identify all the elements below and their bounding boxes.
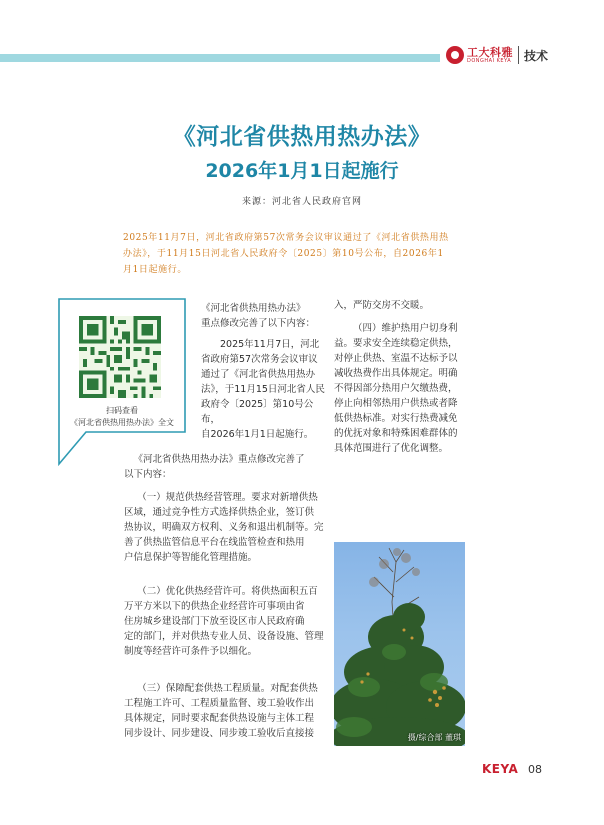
- article-lead: 2025年11月7日，河北省政府第57次常务会议审议通过了《河北省供热用热办法》，于11月15日河北省人民政府令〔2025〕第10号公布，自2026年1月1日起施行。: [123, 233, 449, 275]
- header-brand: [446, 46, 548, 64]
- qr-caption: [60, 405, 184, 429]
- qr-caption-line1: 扫码查看: [106, 406, 138, 415]
- article-source: 来源：河北省人民政府官网: [241, 197, 362, 207]
- paragraph-line: 法》，于11月15日河北省人民: [201, 384, 325, 395]
- paragraph-line: 热协议，明确双方权利、义务和退出机制等。完: [124, 522, 324, 533]
- photo-credit: 摄/综合部 董琪: [407, 733, 461, 742]
- tree-photo: [334, 542, 465, 746]
- paragraph-line: 政府令〔2025〕第10号公布，: [201, 399, 314, 425]
- brand-divider: [518, 46, 519, 64]
- qr-code-image: [79, 316, 161, 398]
- paragraph-line: 《河北省供热用热办法》: [201, 303, 306, 314]
- paragraph-line: 具体规定，同时要求配套供热设施与主体工程: [124, 713, 315, 724]
- paragraph-line: 住房城乡建设部门下放至设区市人民政府确: [124, 616, 305, 627]
- header-accent-bar: [0, 54, 440, 62]
- qr-caption-line2: 《河北省供热用热办法》全文: [70, 418, 174, 427]
- paragraph-line: 区域，通过竞争性方式选择供热企业，签订供: [124, 507, 315, 518]
- paragraph-line: 定的部门，并对供热专业人员、设备设施、管理: [124, 631, 324, 642]
- article-subtitle: 2026年1月1日起施行: [205, 160, 399, 182]
- article-title: 《河北省供热用热办法》: [172, 124, 432, 150]
- paragraph-line: 《河北省供热用热办法》重点修改完善了: [133, 454, 305, 465]
- qr-code[interactable]: [79, 316, 161, 398]
- paragraph-item-4: （四）维护热用户切身利益。要求安全连续稳定供热，对停止供热、室温不达标予以减收热费作出具体规定。明确不得因部分热用户欠缴热费，停止向相邻热用户供热或者降低供热标准。对实行热费减免的优抚对象和特殊困难群体的具体范围进行了优化调整。: [334, 323, 458, 454]
- paragraph-item-3: [124, 681, 326, 741]
- paragraph-line: 自2026年1月1日起施行。: [201, 429, 314, 440]
- right-column: [334, 298, 466, 456]
- paragraph-summary: [124, 452, 324, 482]
- paragraph-line: 万平方米以下的供热企业经营许可事项由省: [124, 601, 305, 612]
- footer-brand: KEYA: [482, 762, 519, 776]
- paragraph-line: 2025年11月7日，河北: [220, 339, 320, 350]
- brand-subtitle: DONGHAI KEYA: [467, 57, 512, 64]
- paragraph-line: 同步设计、同步建设、同步竣工验收后直接接: [124, 728, 315, 739]
- paragraph-line: 制度等经营许可条件予以细化。: [124, 646, 258, 657]
- paragraph-line: （三）保障配套供热工程质量。对配套供热: [137, 683, 318, 694]
- paragraph-line: 户信息保护等智能化管理措施。: [124, 552, 258, 563]
- paragraph-line: 以下内容：: [124, 469, 172, 480]
- paragraph-intro: [201, 301, 326, 331]
- paragraph-item-2: [124, 584, 326, 659]
- paragraph-line: 善了供热监管信息平台在线监管检查和热用: [124, 537, 305, 548]
- brand-name: 工大科雅: [467, 45, 513, 59]
- paragraph-date: [201, 337, 329, 442]
- paragraph-line: 重点修改完善了以下内容：: [201, 318, 316, 329]
- paragraph-line: 省政府第57次常务会议审议: [201, 354, 318, 365]
- paragraph-line: 通过了《河北省供热用热办: [201, 369, 316, 380]
- tree-photo-image: [334, 542, 465, 746]
- paragraph-continued: 入，严防交房不交暖。: [334, 300, 430, 311]
- page-number: 08: [528, 763, 542, 776]
- paragraph-line: 工程施工许可、工程质量监督、竣工验收作出: [124, 698, 315, 709]
- paragraph-line: （一）规范供热经营管理。要求对新增供热: [137, 492, 318, 503]
- paragraph-item-1: [124, 490, 326, 565]
- brand-logo-icon: [446, 46, 464, 64]
- section-label: 技术: [524, 48, 549, 63]
- paragraph-line: （二）优化供热经营许可。将供热面积五百: [137, 586, 318, 597]
- qr-callout: [58, 298, 186, 466]
